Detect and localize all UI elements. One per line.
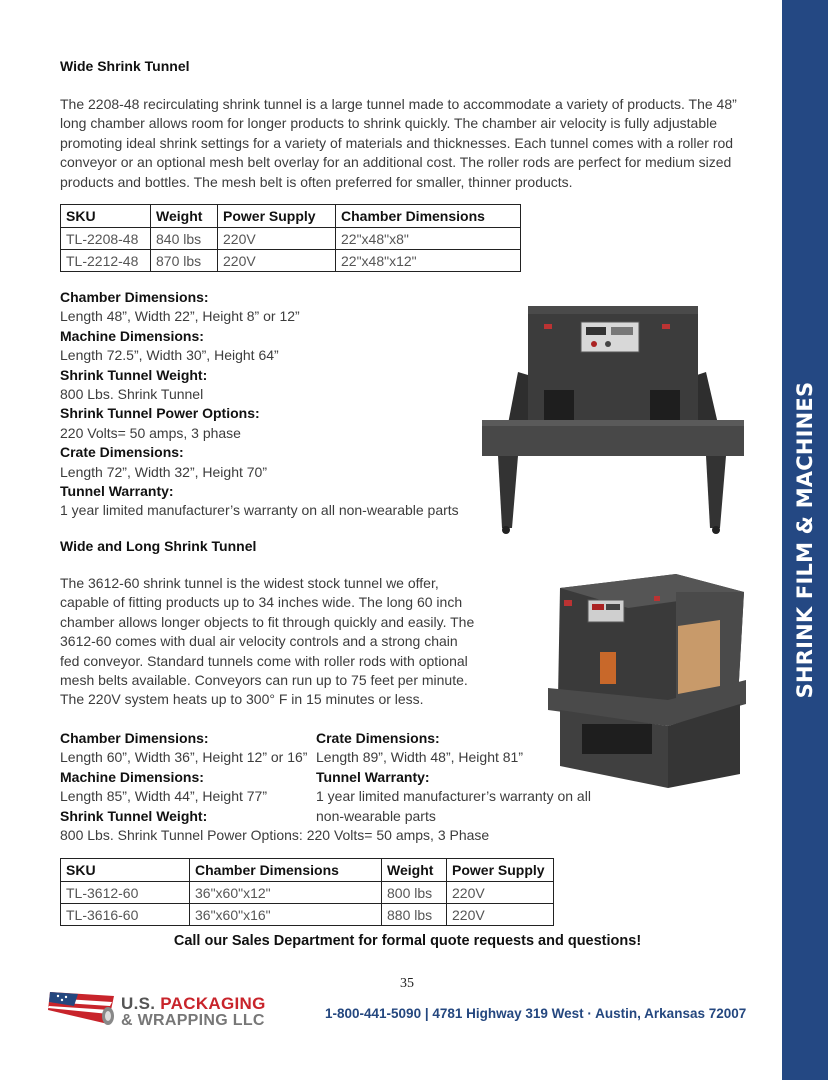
logo-name-line-2: & WRAPPING LLC — [121, 1012, 265, 1029]
spec-label: Shrink Tunnel Weight: — [60, 807, 208, 824]
wide-tunnel-sku-table — [60, 204, 521, 272]
column-header: Weight — [382, 859, 447, 882]
spec-value: Length 72.5”, Width 30”, Height 64” — [60, 347, 279, 364]
spec-label: Chamber Dimensions: — [60, 289, 209, 305]
spec-label: Crate Dimensions: — [316, 730, 440, 746]
table-cell: 840 lbs — [151, 228, 218, 250]
table-cell: 36"x60"x12" — [190, 882, 382, 904]
column-header: SKU — [61, 859, 190, 882]
table-header-row — [61, 859, 554, 882]
spec-value: 1 year limited manufacturer’s warranty on all non-wearable parts — [60, 502, 459, 519]
desc-line: long chamber allows room for longer products to shrink quickly. The chamber air velocity is fully adjustable — [60, 115, 718, 132]
table-cell: TL-2212-48 — [61, 250, 151, 272]
desc-line: The 3612-60 shrink tunnel is the widest stock tunnel we offer, — [60, 575, 439, 591]
table-cell: 880 lbs — [382, 904, 447, 926]
table-cell: 220V — [447, 904, 554, 926]
page-number: 35 — [400, 976, 414, 991]
table-cell: 870 lbs — [151, 250, 218, 272]
table-cell: TL-3612-60 — [61, 882, 190, 904]
spec-label: Crate Dimensions: — [60, 444, 184, 461]
table-cell: 220V — [218, 228, 336, 250]
long-tunnel-sku-table — [60, 858, 554, 926]
spec-value: Length 72”, Width 32”, Height 70” — [60, 463, 268, 480]
desc-line: The 220V system heats up to 300° F in 15 minutes or less. — [60, 691, 424, 708]
spec-value: Length 89”, Width 48”, Height 81” — [316, 749, 524, 766]
long-tunnel-specs-right — [316, 729, 591, 826]
table-row — [61, 228, 521, 250]
desc-line: conveyor or an optional mesh belt overlay for an additional cost. The roller rods are perfect for medium sized — [60, 154, 732, 171]
wide-tunnel-description — [60, 95, 775, 192]
desc-line: capable of fitting products up to 34 inches wide. The long 60 inch — [60, 594, 463, 611]
long-tunnel-heading: Wide and Long Shrink Tunnel — [60, 538, 257, 554]
wide-tunnel-machine-image — [478, 302, 746, 540]
table-row — [61, 250, 521, 272]
spec-value: 800 Lbs. Shrink Tunnel — [60, 386, 204, 403]
spec-value: 800 Lbs. Shrink Tunnel Power Options: 220 Volts= 50 amps, 3 Phase — [60, 827, 490, 844]
sales-call-to-action: Call our Sales Department for formal quote requests and questions! — [173, 933, 642, 949]
desc-line: mesh belts available. Conveyors can run up to 75 feet per minute. — [60, 672, 468, 689]
column-header: Power Supply — [447, 859, 554, 882]
desc-line: chamber allows longer objects to fit through quickly and easily. The — [60, 613, 475, 630]
spec-label: Tunnel Warranty: — [60, 483, 174, 500]
table-cell: 220V — [447, 882, 554, 904]
spec-value: non-wearable parts — [316, 807, 436, 824]
logo-name-line-1 — [121, 994, 266, 1014]
table-header-row — [61, 205, 521, 228]
desc-line: products and bottles. The mesh belt is often preferred for smaller, thinner products. — [60, 173, 573, 190]
desc-line: fed conveyor. Standard tunnels come with roller rods with optional — [60, 652, 468, 669]
desc-line: promoting ideal shrink settings for a variety of materials and thicknesses. Each tunnel comes with a roller rod — [60, 134, 734, 151]
spec-label: Machine Dimensions: — [60, 768, 204, 785]
spec-value: 1 year limited manufacturer’s warranty on all — [316, 788, 591, 805]
long-tunnel-description — [60, 574, 510, 710]
spec-label: Chamber Dimensions: — [60, 730, 209, 746]
column-header: SKU — [61, 205, 151, 228]
desc-line: The 2208-48 recirculating shrink tunnel is a large tunnel made to accommodate a variety of products. The 48” — [60, 96, 737, 112]
table-cell: TL-2208-48 — [61, 228, 151, 250]
spec-value: 220 Volts= 50 amps, 3 phase — [60, 424, 241, 441]
table-cell: 36"x60"x16" — [190, 904, 382, 926]
table-cell: 220V — [218, 250, 336, 272]
spec-label: Tunnel Warranty: — [316, 768, 430, 785]
column-header: Chamber Dimensions — [336, 205, 521, 228]
spec-label: Shrink Tunnel Power Options: — [60, 405, 260, 422]
column-header: Power Supply — [218, 205, 336, 228]
column-header: Weight — [151, 205, 218, 228]
logo-prefix: U.S. — [121, 994, 161, 1013]
spec-label: Shrink Tunnel Weight: — [60, 366, 208, 383]
footer-contact-info: 1-800-441-5090 | 4781 Highway 319 West · Austin, Arkansas 72007 — [325, 1006, 747, 1021]
spec-value: Length 85”, Width 44”, Height 77” — [60, 788, 268, 805]
logo-accent: PACKAGING — [160, 994, 266, 1013]
table-cell: TL-3616-60 — [61, 904, 190, 926]
sidebar-section-label: SHRINK FILM & MACHINES — [793, 381, 817, 699]
table-cell: 22"x48"x8" — [336, 228, 521, 250]
wide-tunnel-heading: Wide Shrink Tunnel — [60, 58, 190, 74]
desc-line: 3612-60 comes with dual air velocity controls and a strong chain — [60, 633, 458, 650]
spec-label: Machine Dimensions: — [60, 327, 204, 344]
table-row — [61, 882, 554, 904]
wide-tunnel-specs — [60, 288, 459, 521]
column-header: Chamber Dimensions — [190, 859, 382, 882]
table-row — [61, 904, 554, 926]
spec-value: Length 60”, Width 36”, Height 12” or 16” — [60, 749, 308, 766]
table-cell: 800 lbs — [382, 882, 447, 904]
spec-value: Length 48”, Width 22”, Height 8” or 12” — [60, 308, 300, 325]
table-cell: 22"x48"x12" — [336, 250, 521, 272]
